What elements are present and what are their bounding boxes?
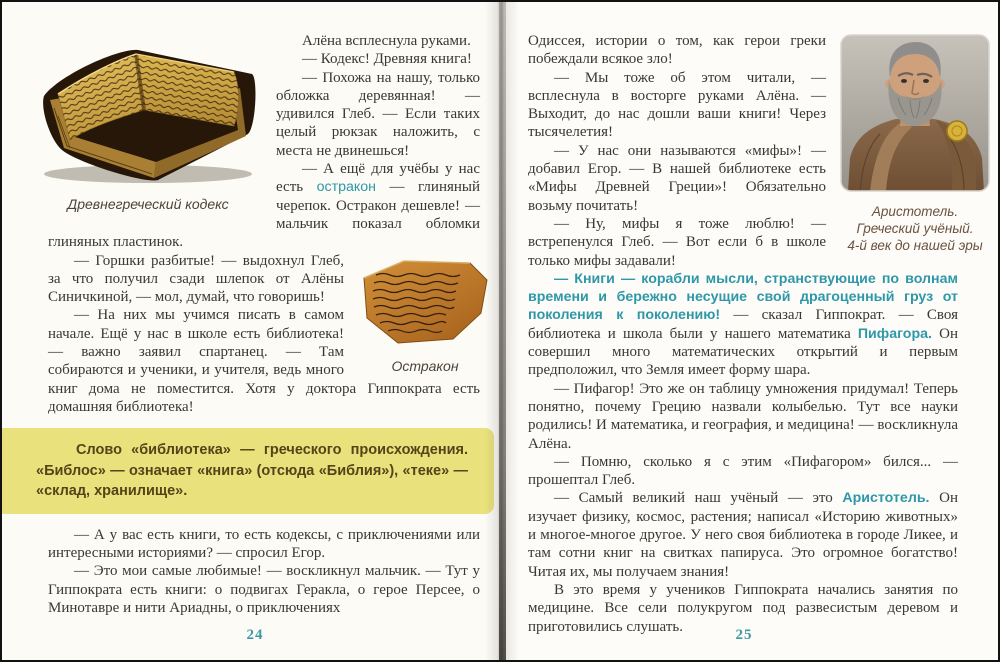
- codex-image: [32, 34, 264, 186]
- aristotle-figure: [840, 34, 990, 254]
- codex-figure: [32, 34, 264, 212]
- right-page: [500, 2, 998, 660]
- aristotle-portrait: [840, 34, 990, 192]
- infobox: [2, 428, 494, 514]
- left-page: [2, 2, 500, 660]
- paragraph: [528, 270, 958, 380]
- ostracon-caption: Остракон: [391, 357, 459, 374]
- aristotle-caption: [840, 203, 990, 254]
- left-page-flow: [36, 32, 480, 617]
- infobox-text: Слово «библиотека» — греческого происхождения. «Библос» — означает «книга» (отсюда «Библия»), «теке» — «склад, хранилище».: [36, 442, 468, 500]
- paragraph: [528, 453, 958, 490]
- accent-term: — Книги — корабли мысли, странствующие по волнам времени и бережно несущие свой драгоценный груз от поколения к поколению!: [528, 270, 958, 324]
- accent-term: Аристотель.: [842, 490, 930, 507]
- text-run: — Ну, мифы я тоже люблю! — встрепенулся Глеб. — Вот если б в школе только мифы задавали!: [528, 215, 826, 269]
- paragraph: [528, 489, 958, 580]
- paragraph: [528, 380, 958, 453]
- text-run: — На них мы учимся писать в самом начале. Ещё у нас в школе есть библиотека! — важно заявил спартанец. — Там собираются и ученики, и учителя, ведь много книг дома не поместится. Хотя у доктора Гиппократа есть домашняя библиотека!: [48, 307, 480, 415]
- text-run: В это время у учеников Гиппократа начались занятия по медицине. Все сели полукругом под развесистым деревом и приготовились слушать.: [528, 581, 958, 635]
- codex-caption: Древнегреческий кодекс: [67, 196, 229, 212]
- text-block-c: [48, 526, 480, 617]
- text-run: — глиняный черепок. Остракон дешевле! — мальчик показал обломки глиняных пластинок.: [48, 179, 480, 251]
- aristotle-caption-line3: 4-й век до нашей эры: [847, 238, 983, 253]
- text-run: — А у вас есть книги, то есть кодексы, с приключениями или интересными историями? — спросил Егор.: [48, 526, 480, 562]
- text-run: Алёна всплеснула руками.: [302, 33, 471, 49]
- page-number-left: 24: [246, 627, 264, 643]
- accent-term: остракон: [316, 179, 376, 196]
- text-run: — А ещё для учёбы у нас есть: [276, 161, 480, 196]
- text-run: Одиссея, истории о том, как герои греки побеждали всякое зло!: [528, 33, 826, 68]
- text-run: — Мы тоже об этом читали, — всплеснула в восторге руками Алёна. — Выходит, до нас дошли ваши книги! Через тысячелетия!: [528, 69, 826, 141]
- right-page-flow: [528, 32, 983, 636]
- text-run: — Самый великий наш учёный — это: [554, 490, 843, 507]
- ostracon-figure: [354, 256, 496, 374]
- aristotle-caption-line2: Греческий учёный.: [856, 221, 974, 236]
- accent-term: Пифагора.: [857, 325, 932, 342]
- text-run: — У нас они называются «мифы»! — добавил Егор. — В нашей библиотеке есть «Мифы Древней Греции»! Обязательно возьму почитать!: [528, 142, 826, 214]
- text-run: — Похожа на нашу, только обложка деревянная! — удивился Глеб. — Если таких целый рюкзак наложить, с места не двинешься!: [276, 69, 480, 159]
- text-run: Он совершил много математических открытий и первым предположил, что Земля имеет форму шара.: [528, 325, 958, 379]
- paragraph: [48, 562, 480, 617]
- text-run: — Кодекс! Древняя книга!: [302, 51, 472, 68]
- text-run: — Помню, сколько я с этим «Пифагором» бился... — прошептал Глеб.: [528, 453, 958, 489]
- page-number-right: 25: [735, 627, 753, 643]
- text-run: Он изучает физику, космос, растения; написал «Историю животных» и многое-многое другое. У него своя библиотека в городе Ликее, и там сотни книг на свитках папируса. Это огромное богатство! Читая их, мы получаем знания!: [528, 490, 958, 580]
- text-run: — Горшки разбитые! — выдохнул Глеб, за что получил сзади шлепок от Алёны Синичкиной, — мол, думай, что говоришь!: [48, 252, 344, 306]
- aristotle-caption-line1: Аристотель.: [871, 204, 959, 219]
- text-run: — сказал Гиппократ. — Своя библиотека и школа были у нашего математика: [528, 307, 958, 342]
- paragraph: [48, 526, 480, 563]
- text-run: — Это мои самые любимые! — воскликнул мальчик. — Тут у Гиппократа есть книги: о подвигах Геракла, о герое Персее, о Минотавре и нити Ариадны, о приключениях: [48, 563, 480, 616]
- ostracon-image: [354, 256, 496, 348]
- text-run: — Пифагор! Это же он таблицу умножения придумал! Теперь понятно, почему Грецию назвали колыбелью. Тут все науки родились! И математика, и география, и медицина! — воскликнула Алёна.: [528, 380, 958, 452]
